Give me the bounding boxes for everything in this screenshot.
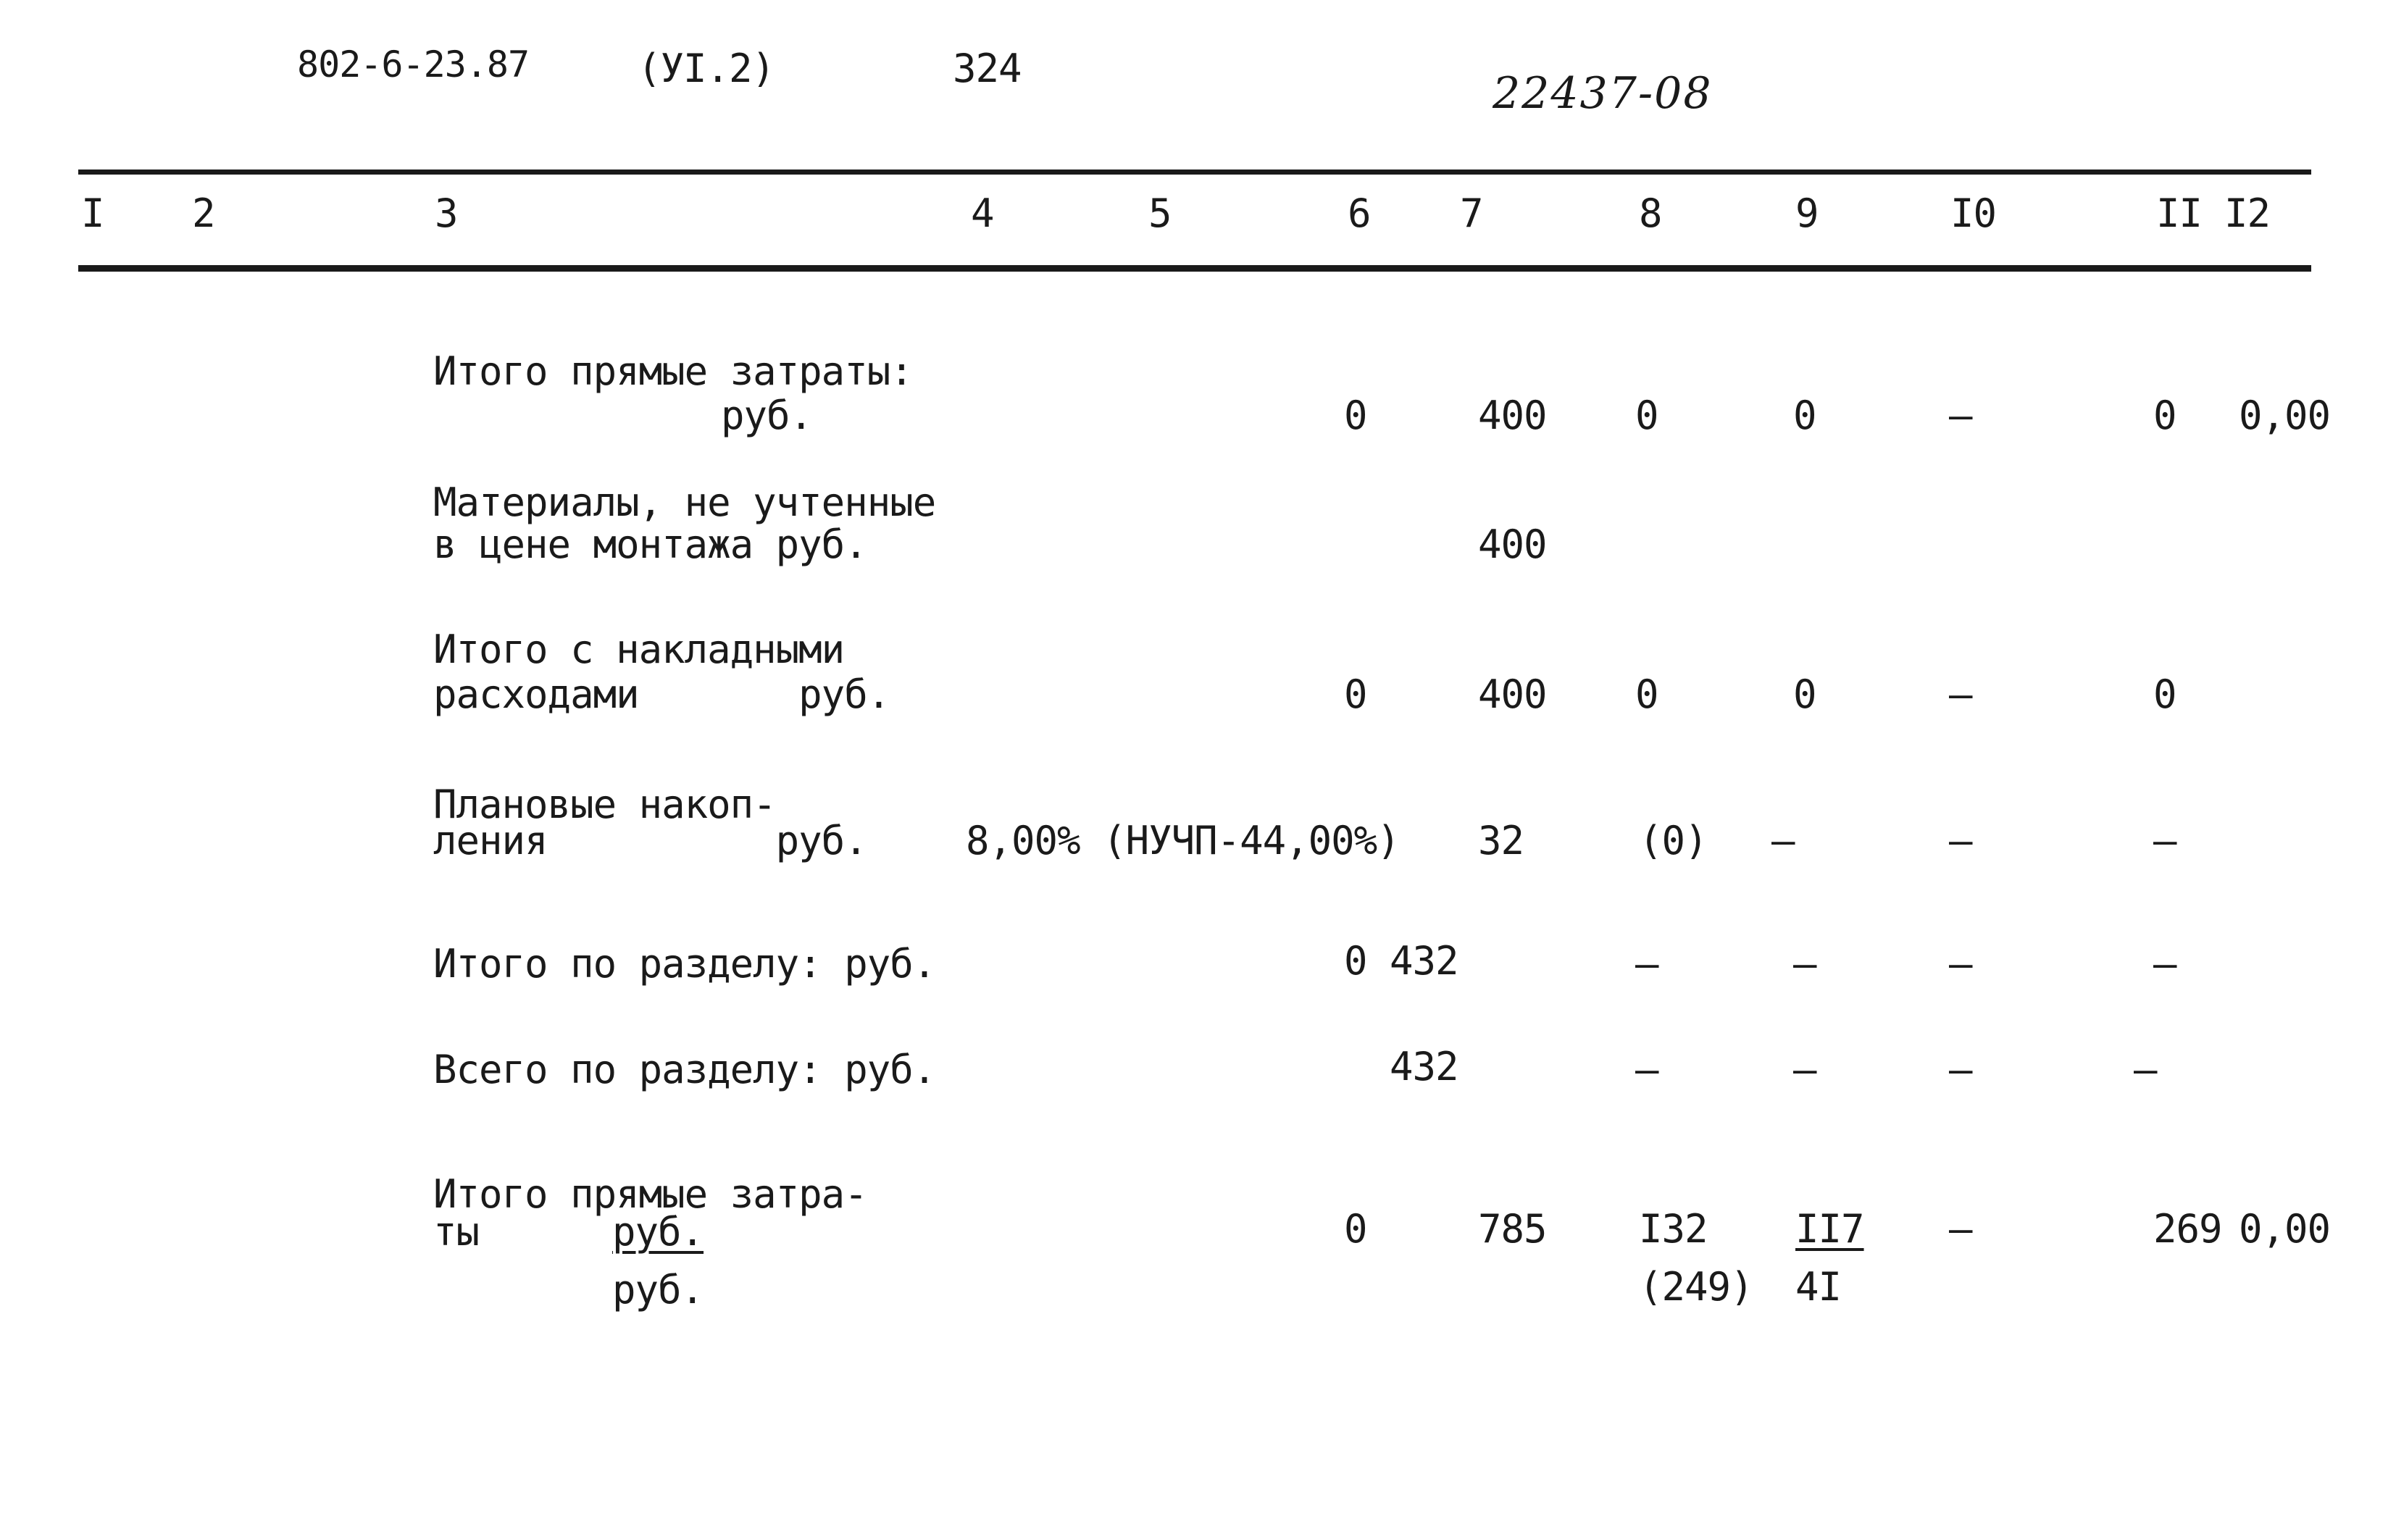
row-direct2-c12: 0,00 bbox=[2239, 1206, 2331, 1252]
row-overhead-label: Итого с накладными bbox=[433, 627, 845, 672]
row-section-total-c10: – bbox=[1949, 941, 1972, 987]
row-direct-costs-c6: 0 bbox=[1344, 393, 1367, 438]
row-direct-costs-unit: руб. bbox=[721, 393, 813, 438]
row-overhead-c7: 400 bbox=[1478, 671, 1547, 717]
header-bottom-rule bbox=[78, 265, 2311, 272]
row-direct-costs-c11: 0 bbox=[2153, 393, 2176, 438]
row-section-grand-label: Всего по разделу: руб. bbox=[433, 1047, 936, 1092]
row-savings-rate: 8,00% (НУЧП-44,00%) bbox=[966, 818, 1400, 863]
col-header-4: 4 bbox=[971, 191, 994, 236]
row-overhead-c11: 0 bbox=[2153, 671, 2176, 717]
row-savings-c10: – bbox=[1949, 818, 1972, 863]
row-direct2-label: Итого прямые затра- bbox=[433, 1171, 867, 1217]
row-section-grand-c7: 432 bbox=[1390, 1044, 1458, 1089]
row-direct-costs-c9: 0 bbox=[1793, 393, 1816, 438]
row-direct2-c6: 0 bbox=[1344, 1206, 1367, 1252]
row-section-total-c11: – bbox=[2153, 941, 2176, 987]
doc-code: 802-6-23.87 bbox=[297, 43, 530, 85]
row-overhead-label2: расходами руб. bbox=[433, 671, 890, 717]
row-section-total-c8: – bbox=[1635, 941, 1658, 987]
row-savings-label2: ления руб. bbox=[433, 818, 867, 863]
row-direct2-c9: II7 bbox=[1795, 1206, 1864, 1252]
row-section-grand-c8: – bbox=[1635, 1047, 1658, 1092]
row-savings-c11: – bbox=[2153, 818, 2176, 863]
col-header-2: 2 bbox=[192, 191, 215, 236]
col-header-11: II bbox=[2156, 191, 2203, 236]
row-savings-c7: 32 bbox=[1478, 818, 1524, 863]
col-header-7: 7 bbox=[1460, 191, 1483, 236]
row-direct2-label2b: руб. bbox=[612, 1209, 704, 1255]
row-direct-costs-label: Итого прямые затраты: bbox=[433, 348, 913, 394]
row-overhead-c10: – bbox=[1949, 671, 1972, 717]
col-header-12: I2 bbox=[2224, 191, 2271, 236]
col-header-3: 3 bbox=[435, 191, 458, 236]
col-header-6: 6 bbox=[1348, 191, 1371, 236]
row-materials-label2: в цене монтажа руб. bbox=[433, 522, 867, 567]
row-direct-costs-c7: 400 bbox=[1478, 393, 1547, 438]
row-section-total-c7: 432 bbox=[1390, 938, 1458, 984]
row-materials-c7: 400 bbox=[1478, 522, 1547, 567]
row-direct2-label2a: ты bbox=[433, 1209, 480, 1255]
row-section-grand-c9: – bbox=[1793, 1047, 1816, 1092]
page-number: 324 bbox=[953, 46, 1022, 91]
row-direct2-c8b: (249) bbox=[1639, 1264, 1753, 1310]
row-section-total-c9: – bbox=[1793, 941, 1816, 987]
row-savings-label: Плановые накоп- bbox=[433, 782, 776, 827]
row-section-grand-c11: – bbox=[2134, 1047, 2157, 1092]
top-rule bbox=[78, 170, 2311, 175]
row-section-total-label: Итого по разделу: руб. bbox=[433, 941, 936, 987]
row-overhead-c6: 0 bbox=[1344, 671, 1367, 717]
col-header-10: I0 bbox=[1950, 191, 1997, 236]
row-savings-c8: (0) bbox=[1639, 818, 1708, 863]
row-direct2-c9b: 4I bbox=[1795, 1264, 1842, 1310]
col-header-8: 8 bbox=[1639, 191, 1662, 236]
handwritten-number: 22437-08 bbox=[1493, 68, 1713, 119]
row-materials-label: Материалы, не учтенные bbox=[433, 480, 936, 525]
row-direct2-label3: руб. bbox=[612, 1267, 704, 1313]
row-overhead-c9: 0 bbox=[1793, 671, 1816, 717]
row-section-total-c6: 0 bbox=[1344, 938, 1367, 984]
row-direct2-c8: I32 bbox=[1639, 1206, 1708, 1252]
row-direct2-c10: – bbox=[1949, 1206, 1972, 1252]
col-header-9: 9 bbox=[1795, 191, 1819, 236]
row-direct-costs-c12: 0,00 bbox=[2239, 393, 2331, 438]
row-direct2-c7: 785 bbox=[1478, 1206, 1547, 1252]
col-header-1: I bbox=[81, 191, 104, 236]
row-direct2-c11: 269 bbox=[2153, 1206, 2222, 1252]
row-direct-costs-c10: – bbox=[1949, 393, 1972, 438]
row-overhead-c8: 0 bbox=[1635, 671, 1658, 717]
row-section-grand-c10: – bbox=[1949, 1047, 1972, 1092]
row-direct-costs-c8: 0 bbox=[1635, 393, 1658, 438]
col-header-5: 5 bbox=[1148, 191, 1172, 236]
row-savings-c9: – bbox=[1771, 818, 1795, 863]
section-code: (УI.2) bbox=[638, 46, 775, 91]
